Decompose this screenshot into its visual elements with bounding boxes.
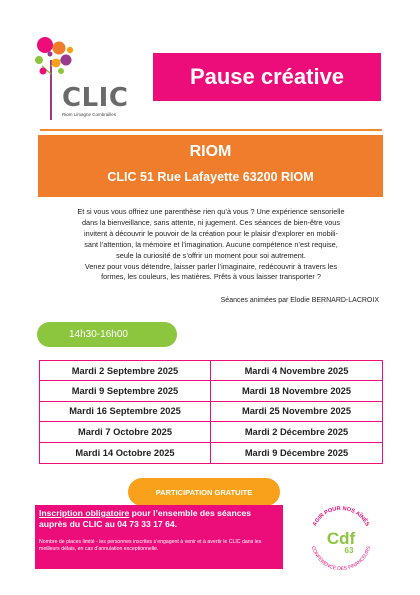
description-line: Venez pour vous détendre, laisser parler l’imaginaire, redécouvrir à travers les: [84, 261, 338, 271]
cdf-logo: [303, 500, 379, 576]
svg-text:AGIR POUR NOS AÎNÉS: [312, 506, 370, 528]
svg-text:CONFÉRENCE DES FINANCEURS: [310, 545, 373, 572]
logo-wordmark: CLIC: [62, 83, 129, 113]
date-cell: Mardi 16 Septembre 2025: [40, 402, 211, 422]
date-cell: Mardi 9 Septembre 2025: [40, 381, 211, 401]
cdf-number: 63: [344, 546, 354, 555]
description-line: dans la bienveillance, sans attente, ni jugement. Ces séances de bien-être vous: [82, 217, 340, 227]
description-line: seule la curiosité de s’offrir un moment pour soi autrement.: [116, 250, 306, 260]
date-cell: Mardi 2 Décembre 2025: [211, 422, 382, 442]
registration-details: pour l’ensemble des séances auprès du CLIC au 04 73 33 17 64.: [39, 508, 252, 529]
description: [36, 207, 386, 283]
title-banner: [153, 53, 381, 101]
registration-required: Inscription obligatoire: [39, 508, 130, 518]
free-label: PARTICIPATION GRATUITE: [155, 487, 253, 497]
date-cell: Mardi 18 Novembre 2025: [211, 381, 382, 401]
description-line: Et si vous vous offriez une parenthèse rien qu’à vous ? Une expérience sensorielle: [77, 207, 345, 216]
date-cell: Mardi 14 Octobre 2025: [40, 443, 211, 463]
divider: [40, 129, 382, 131]
dates-table: [39, 360, 383, 464]
location-city: RIOM: [189, 143, 232, 160]
date-cell: Mardi 4 Novembre 2025: [211, 361, 382, 381]
session-time: 14h30-16h00: [69, 329, 128, 340]
date-cell: Mardi 25 Novembre 2025: [211, 402, 382, 422]
time-badge: [37, 322, 177, 347]
cdf-arc-top: AGIR POUR NOS AÎNÉS: [311, 505, 371, 528]
location-address: CLIC 51 Rue Lafayette 63200 RIOM: [107, 170, 314, 184]
free-badge: [128, 478, 280, 506]
registration-notice: Nombre de places limité - les personnes inscrites s’engagent à venir et à avertir le CLIC dans les meilleurs délais, en cas d’annulation exceptionnelle.: [39, 539, 262, 553]
cdf-logo-text: Cdf: [326, 529, 356, 548]
description-line: formes, les couleurs, les matières. Prêts à vous laisser transporter ?: [101, 272, 321, 282]
animator-credit: Séances animées par Elodie BERNARD-LACROIX: [220, 297, 379, 304]
cdf-emblem-icon: [303, 500, 379, 576]
description-line: invitent à découvrir le pouvoir de la création pour le plaisir d’explorer en mobili-: [84, 228, 338, 238]
date-cell: Mardi 9 Décembre 2025: [244, 447, 349, 458]
date-cell: Mardi 2 Septembre 2025: [40, 361, 211, 381]
description-line: sant l’attention, la mémoire et l’imagination. Aucune compétence n’est requise,: [84, 239, 338, 249]
location-banner: [38, 135, 383, 197]
registration-text: [39, 508, 279, 530]
cdf-arc-bottom: CONFÉRENCE DES FINANCEURS: [309, 545, 373, 573]
page-title: Pause créative: [189, 64, 345, 89]
logo-subtitle: Riom Limagne Combrailles: [62, 112, 117, 117]
registration-box: [35, 505, 283, 569]
date-cell: Mardi 7 Octobre 2025: [40, 422, 211, 442]
